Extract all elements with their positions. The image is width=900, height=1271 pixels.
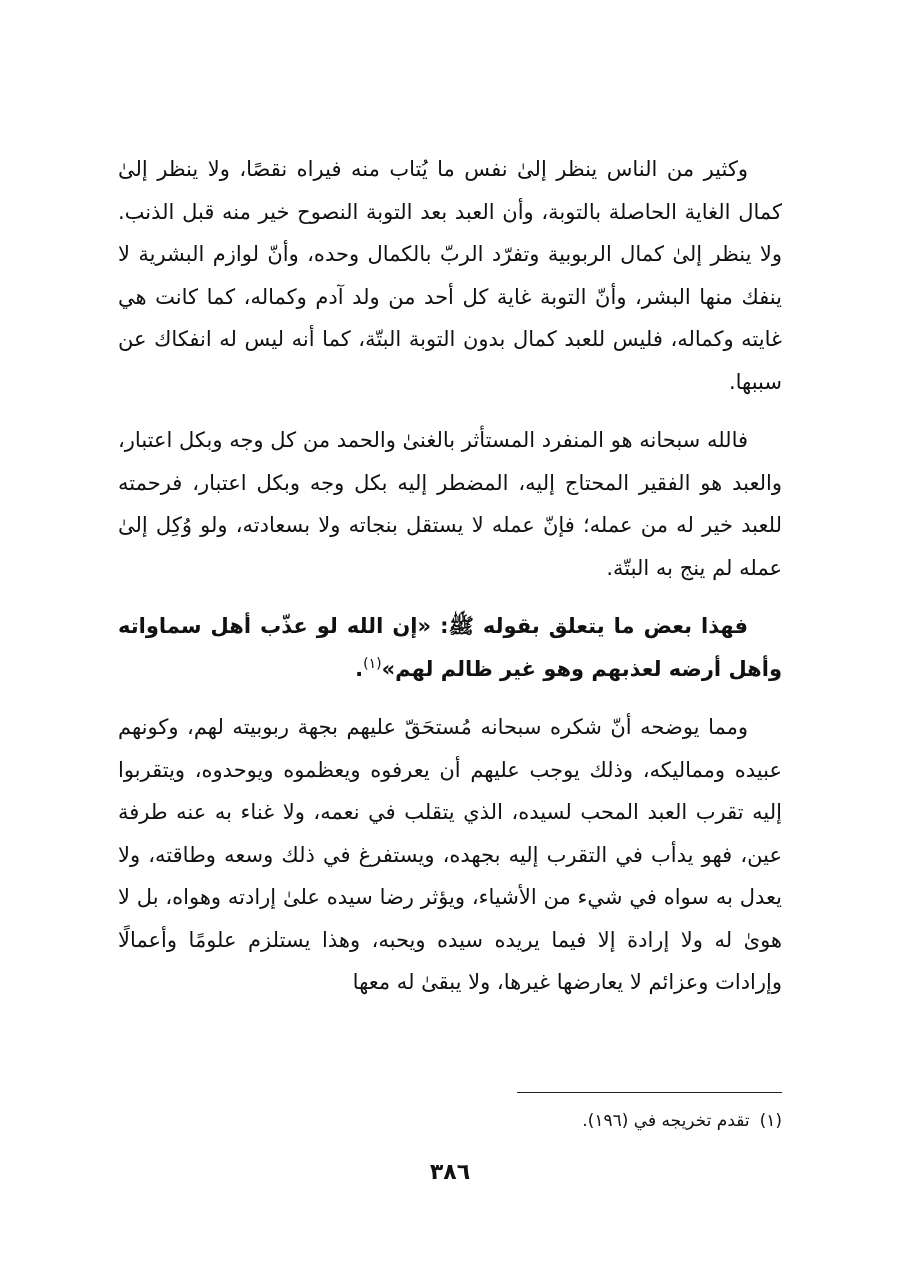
footnote-divider [517, 1092, 782, 1093]
paragraph-3-lead: فهذا بعض ما يتعلق بقوله ﷺ: [431, 614, 748, 638]
paragraph-3 [118, 605, 782, 690]
footnote-text: تقدم تخريجه في (١٩٦). [582, 1111, 750, 1131]
paragraph-2: فالله سبحانه هو المنفرد المستأثر بالغنىٰ والحمد من كل وجه وبكل اعتبار، والعبد هو الفقير المحتاج إليه، المضطر إليه بكل وجه وبكل اعتبار، فرحمته للعبد خير له من عمله؛ فإنّ عمله لا يستقل بنجاته ولا بسعادته، ولو وُكِل إلىٰ عمله لم ينج به البتّة. [118, 428, 782, 580]
paragraph-4: ومما يوضحه أنّ شكره سبحانه مُستحَقّ عليهم بجهة ربوبيته لهم، وكونهم عبيده ومماليكه، وذلك يوجب عليهم أن يعرفوه ويعظموه ويوحدوه، ويتقربوا إليه تقرب العبد المحب لسيده، الذي يتقلب في نعمه، ولا غناء به عنه طرفة عين، فهو يدأب في التقرب إليه بجهده، ويستفرغ في ذلك وسعه وطاقته، ولا يعدل به سواه في شيء من الأشياء، ويؤثر رضا سيده علىٰ إرادته وهواه، بل لا هوىٰ له ولا إرادة إلا فيما يريده سيده ويحبه، وهذا يستلزم علومًا وأعمالًا وإرادات وعزائم لا يعارضها غيرها، ولا يبقىٰ له معها [118, 715, 782, 994]
main-text [118, 148, 782, 1020]
hadith-quote: «إن الله لو عذّب أهل سماواته وأهل أرضه لعذبهم وهو غير ظالم لهم» [118, 614, 782, 681]
paragraph-3-end: . [355, 656, 364, 681]
footnote-marker[interactable]: (١) [363, 655, 382, 672]
page-number: ٣٨٦ [429, 1160, 471, 1185]
paragraph-1: وكثير من الناس ينظر إلىٰ نفس ما يُتاب منه فيراه نقصًا، ولا ينظر إلىٰ كمال الغاية الحاصلة بالتوبة، وأن العبد بعد التوبة النصوح خير منه قبل الذنب. ولا ينظر إلىٰ كمال الربوبية وتفرّد الربّ بالكمال وحده، وأنّ لوازم البشرية لا ينفك منها البشر، وأنّ التوبة غاية كل أحد من ولد آدم وكماله، كما كانت هي غايته وكماله، فليس للعبد كمال بدون التوبة البتّة، كما أنه ليس له انفكاك عن سببها. [118, 157, 782, 394]
footnote-number: (١) [759, 1111, 782, 1131]
footnote [118, 1106, 782, 1136]
